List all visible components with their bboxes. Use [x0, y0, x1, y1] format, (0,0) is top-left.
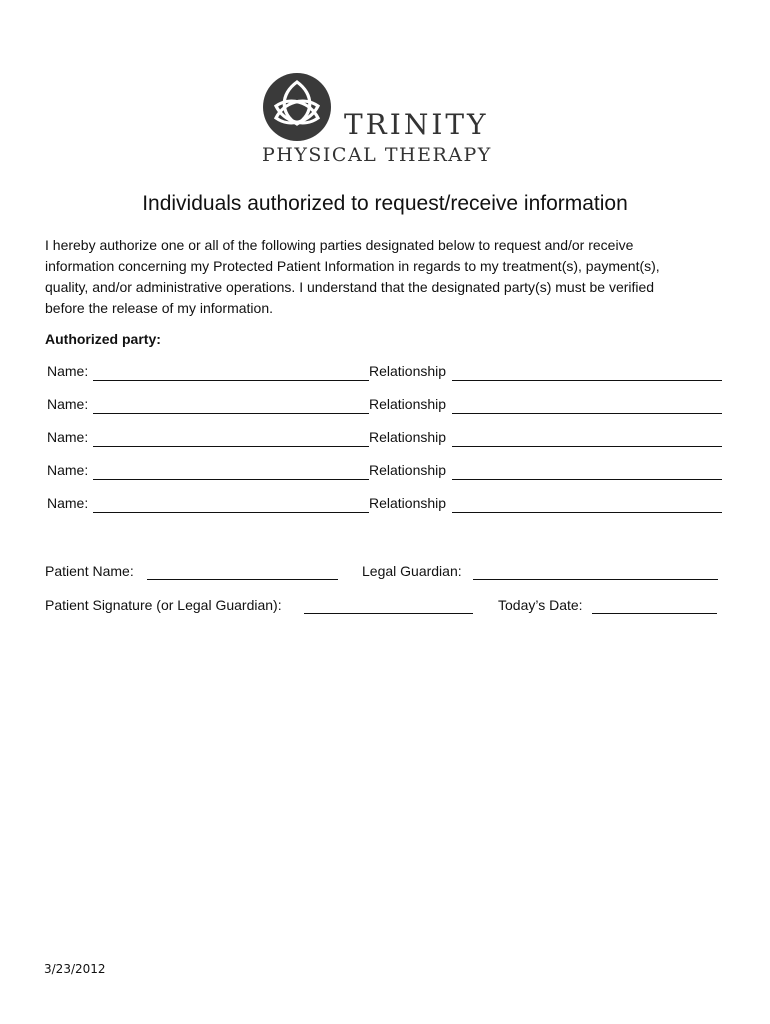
- party-row: [47, 462, 723, 482]
- logo-wordmark-physical-therapy: PHYSICAL THERAPY: [262, 144, 492, 166]
- party-name-label: Name:: [47, 396, 89, 412]
- party-relationship-field[interactable]: [452, 512, 722, 513]
- party-relationship-label: Relationship: [369, 462, 447, 478]
- party-name-field[interactable]: [93, 413, 369, 414]
- todays-date-label: Today’s Date:: [498, 597, 583, 613]
- party-relationship-field[interactable]: [452, 413, 722, 414]
- party-relationship-field[interactable]: [452, 479, 722, 480]
- paragraph-line: information concerning my Protected Patient Information in regards to my treatment(s), payment(s),: [45, 258, 660, 274]
- patient-signature-label: Patient Signature (or Legal Guardian):: [45, 597, 282, 613]
- company-logo: [262, 72, 522, 172]
- paragraph-line: I hereby authorize one or all of the following parties designated below to request and/or receive: [45, 237, 634, 253]
- party-name-label: Name:: [47, 363, 89, 379]
- party-relationship-field[interactable]: [452, 446, 722, 447]
- patient-signature-field[interactable]: [304, 613, 473, 614]
- trinity-knot-icon: [262, 72, 332, 142]
- party-name-label: Name:: [47, 462, 89, 478]
- party-name-label: Name:: [47, 495, 89, 511]
- party-relationship-label: Relationship: [369, 495, 447, 511]
- party-row: [47, 363, 723, 383]
- authorized-party-heading: Authorized party:: [45, 331, 161, 347]
- party-relationship-field[interactable]: [452, 380, 722, 381]
- party-relationship-label: Relationship: [369, 429, 447, 445]
- paragraph-line: quality, and/or administrative operations. I understand that the designated party(s) must be verified: [45, 279, 655, 295]
- party-name-field[interactable]: [93, 446, 369, 447]
- footer-revision-date: 3/23/2012: [44, 962, 106, 976]
- party-row: [47, 495, 723, 515]
- page-title: Individuals authorized to request/receive information: [142, 192, 628, 215]
- party-name-field[interactable]: [93, 512, 369, 513]
- patient-name-field[interactable]: [147, 579, 338, 580]
- party-row: [47, 429, 723, 449]
- todays-date-field[interactable]: [592, 613, 717, 614]
- party-name-label: Name:: [47, 429, 89, 445]
- party-name-field[interactable]: [93, 479, 369, 480]
- authorization-paragraph: [45, 235, 725, 319]
- legal-guardian-field[interactable]: [473, 579, 718, 580]
- party-relationship-label: Relationship: [369, 363, 447, 379]
- logo-wordmark-trinity: TRINITY: [344, 108, 489, 141]
- paragraph-line: before the release of my information.: [45, 300, 274, 316]
- party-row: [47, 396, 723, 416]
- patient-name-label: Patient Name:: [45, 563, 134, 579]
- party-name-field[interactable]: [93, 380, 369, 381]
- legal-guardian-label: Legal Guardian:: [362, 563, 462, 579]
- party-relationship-label: Relationship: [369, 396, 447, 412]
